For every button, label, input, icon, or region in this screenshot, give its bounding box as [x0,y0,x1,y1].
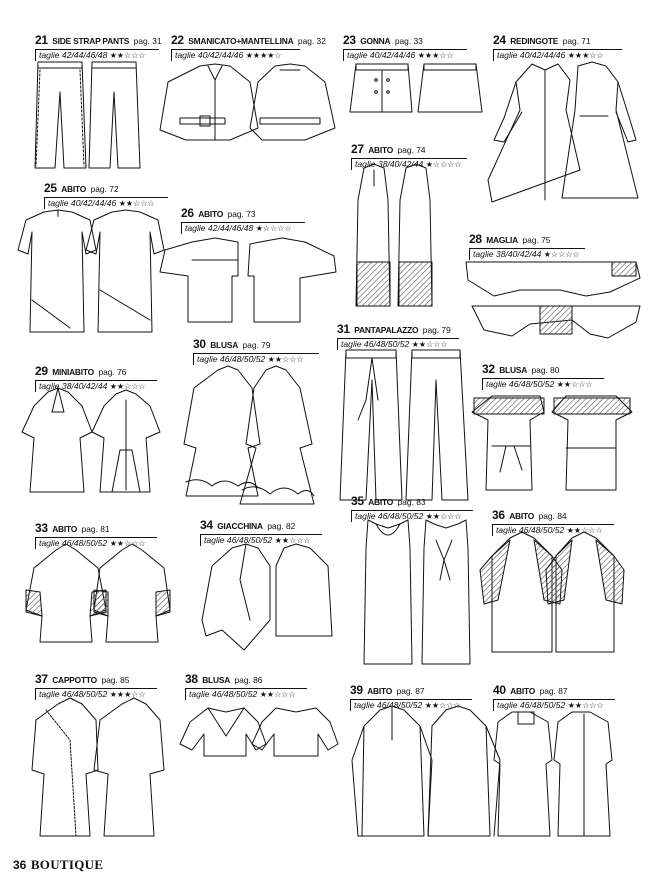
model-sizes: taglie 46/48/50/52 [486,379,555,389]
model-name: ABITO [61,184,87,194]
model-sizes: taglie 46/48/50/52 [497,700,566,710]
model-name: REDINGOTE [510,36,559,46]
model-sizes: taglie 38/40/42/44 [355,159,424,169]
model-number: 40 [493,683,506,697]
difficulty-stars: ★★☆☆☆ [424,701,461,710]
model-sizes: taglie 40/42/44/46 [175,50,244,60]
model-number: 26 [181,206,194,220]
model-name: ABITO [368,497,394,507]
model-name: SIDE STRAP PANTS [52,36,130,46]
model-number: 34 [200,518,213,532]
model-name: BLUSA [210,340,239,350]
difficulty-stars: ★★☆☆☆ [259,690,296,699]
model-number: 35 [351,494,364,508]
difficulty-stars: ★☆☆☆☆ [543,250,580,259]
model-page: pag. 31 [133,36,162,46]
model-number: 33 [35,521,48,535]
difficulty-stars: ★☆☆☆☆ [255,224,292,233]
drawing-25-dress [18,210,164,332]
model-page: pag. 81 [81,524,110,534]
difficulty-stars: ★★★☆☆ [109,690,146,699]
model-number: 37 [35,672,48,686]
model-number: 36 [492,508,505,522]
model-name: ABITO [368,145,394,155]
model-sizes: taglie 46/48/50/52 [39,538,108,548]
drawing-22-cape [160,64,335,140]
difficulty-stars: ★★☆☆☆ [109,51,146,60]
drawing-35-dress [364,520,470,664]
model-sizes: taglie 46/48/50/52 [204,535,273,545]
drawing-33-dress [26,544,170,642]
difficulty-stars: ★★★★☆ [245,51,282,60]
difficulty-stars: ★★☆☆☆ [567,701,604,710]
model-sizes: taglie 40/42/44/46 [347,50,416,60]
model-number: 30 [193,337,206,351]
model-page: pag. 74 [397,145,426,155]
model-number: 25 [44,181,57,195]
brand-logo: BOUTIQUE [30,857,104,872]
model-number: 28 [469,232,482,246]
difficulty-stars: ★★☆☆☆ [118,199,155,208]
model-name: BLUSA [499,365,528,375]
model-page: pag. 87 [396,686,425,696]
difficulty-stars: ★★☆☆☆ [556,380,593,389]
model-sizes: taglie 40/42/44/46 [497,50,566,60]
model-name: SMANICATO+MANTELLINA [188,36,294,46]
model-sizes: taglie 46/48/50/52 [355,511,424,521]
model-sizes: taglie 46/48/50/52 [496,525,565,535]
model-sizes: taglie 46/48/50/52 [39,689,108,699]
model-number: 27 [351,142,364,156]
model-sizes: taglie 38/40/42/44 [473,249,542,259]
model-sizes: taglie 40/42/44/46 [48,198,117,208]
model-number: 21 [35,33,48,47]
drawing-38-blouse [180,708,338,756]
drawing-40-dress [494,712,612,836]
model-page: pag. 71 [562,36,591,46]
model-name: ABITO [52,524,78,534]
model-page: pag. 32 [297,36,326,46]
drawing-31-palazzo [340,350,468,500]
model-page: pag. 80 [531,365,560,375]
drawing-21-pants [35,62,140,168]
model-sizes: taglie 46/48/50/52 [197,354,266,364]
model-name: PANTAPALAZZO [354,325,419,335]
model-sizes: taglie 38/40/42/44 [39,381,108,391]
page-number: 36 [13,858,27,872]
model-page: pag. 86 [234,675,263,685]
model-page: pag. 76 [98,367,127,377]
drawing-39-dress [352,706,500,836]
model-page: pag. 33 [394,36,423,46]
model-name: ABITO [509,511,535,521]
model-number: 24 [493,33,506,47]
drawing-30-blouse [184,366,314,504]
drawing-23-skirt [350,64,482,112]
drawing-24-redingote [488,62,638,202]
difficulty-stars: ★★★☆☆ [417,51,454,60]
model-name: MINIABITO [52,367,94,377]
model-page: pag. 87 [539,686,568,696]
difficulty-stars: ★★☆☆☆ [109,382,146,391]
drawing-29-minidress [22,388,160,492]
model-number: 31 [337,322,350,336]
model-name: GONNA [360,36,391,46]
model-name: ABITO [198,209,224,219]
drawing-32-blouse [472,396,632,490]
difficulty-stars: ★★☆☆☆ [274,536,311,545]
model-page: pag. 85 [101,675,130,685]
difficulty-stars: ★★★☆☆ [567,51,604,60]
difficulty-stars: ★★☆☆☆ [267,355,304,364]
model-name: ABITO [510,686,536,696]
model-sizes: taglie 46/48/50/52 [189,689,258,699]
drawing-28-knit [466,262,640,338]
drawing-36-dress [480,532,624,652]
model-page: pag. 75 [522,235,551,245]
difficulty-stars: ★★☆☆☆ [566,526,603,535]
page-footer [13,856,103,874]
model-name: BLUSA [202,675,231,685]
model-sizes: taglie 42/44/46/48 [39,50,108,60]
model-page: pag. 83 [397,497,426,507]
model-name: ABITO [367,686,393,696]
model-page: pag. 79 [422,325,451,335]
model-page: pag. 72 [90,184,119,194]
difficulty-stars: ★★☆☆☆ [425,512,462,521]
model-name: GIACCHINA [217,521,263,531]
model-page: pag. 82 [267,521,296,531]
model-name: MAGLIA [486,235,519,245]
model-number: 29 [35,364,48,378]
drawing-37-coat [32,698,164,836]
difficulty-stars: ★☆☆☆☆ [425,160,462,169]
model-name: CAPPOTTO [52,675,97,685]
model-sizes: taglie 42/44/46/48 [185,223,254,233]
model-number: 22 [171,33,184,47]
difficulty-stars: ★★☆☆☆ [109,539,146,548]
difficulty-stars: ★★☆☆☆ [411,340,448,349]
drawing-34-jacket [202,544,332,650]
model-number: 39 [350,683,363,697]
model-sizes: taglie 46/48/50/52 [354,700,423,710]
model-sizes: taglie 46/48/50/52 [341,339,410,349]
drawing-27-dress [356,164,432,306]
drawing-26-dress [160,238,336,322]
model-number: 38 [185,672,198,686]
model-page: pag. 73 [227,209,256,219]
model-number: 23 [343,33,356,47]
model-page: pag. 79 [242,340,271,350]
model-number: 32 [482,362,495,376]
model-page: pag. 84 [538,511,567,521]
